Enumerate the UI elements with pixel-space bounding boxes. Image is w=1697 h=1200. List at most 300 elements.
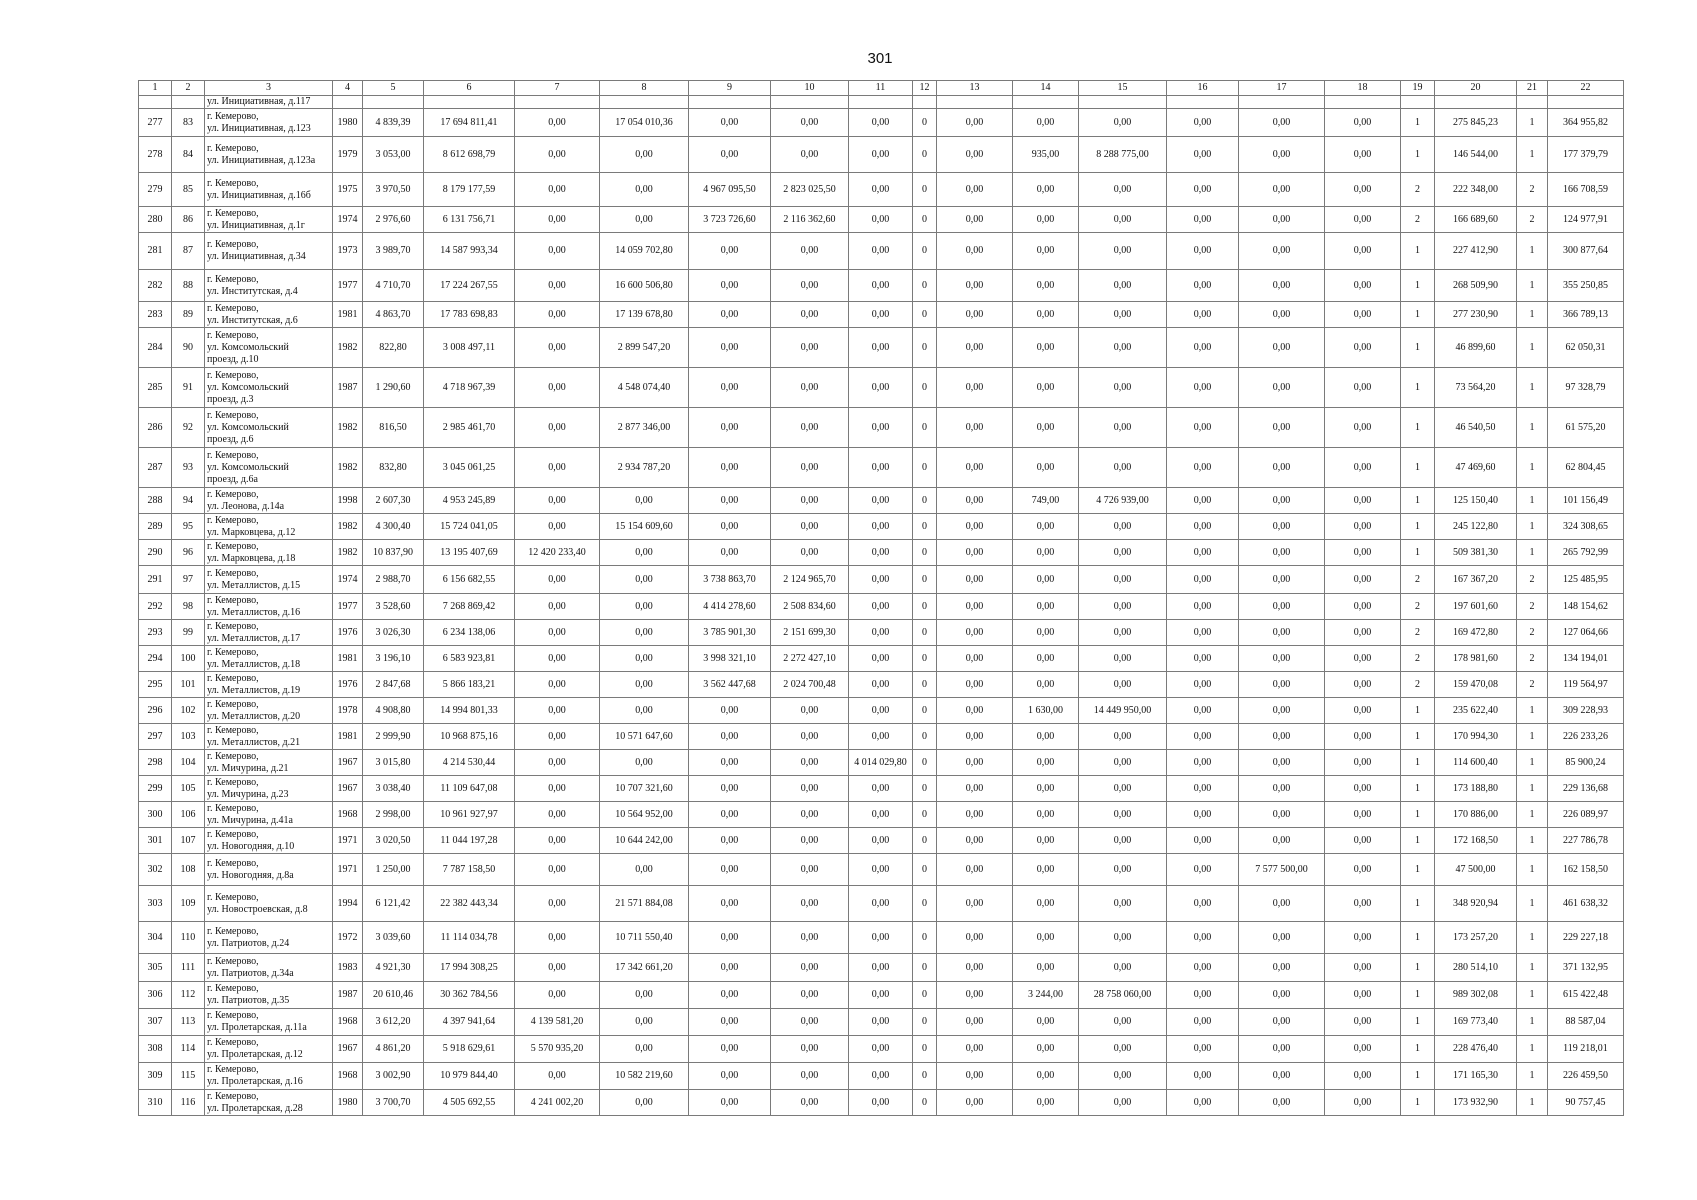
table-cell: 0,00	[1167, 954, 1239, 982]
table-cell: 0,00	[1239, 922, 1325, 954]
address-cell: г. Кемерово, ул. Леонова, д.14а	[205, 488, 333, 514]
table-cell: 0,00	[1013, 270, 1079, 302]
table-cell: 277	[139, 109, 172, 137]
table-cell: 167 367,20	[1435, 566, 1517, 594]
table-cell: 0,00	[1167, 982, 1239, 1009]
table-cell	[363, 96, 424, 109]
table-cell: 6 131 756,71	[424, 207, 515, 233]
table-cell: 0,00	[771, 982, 849, 1009]
table-row	[139, 1063, 1624, 1090]
table-row	[139, 233, 1624, 270]
table-cell: 816,50	[363, 408, 424, 448]
table-cell: 0,00	[1167, 488, 1239, 514]
table-cell: 0,00	[1079, 724, 1167, 750]
table-cell: 1	[1401, 270, 1435, 302]
table-cell: 10 582 219,60	[600, 1063, 689, 1090]
table-cell: 0,00	[1013, 173, 1079, 207]
table-cell: 0,00	[689, 270, 771, 302]
table-cell: 83	[172, 109, 205, 137]
table-cell: 0,00	[1325, 1063, 1401, 1090]
table-cell: 0,00	[1079, 540, 1167, 566]
address-cell: г. Кемерово, ул. Металлистов, д.21	[205, 724, 333, 750]
table-cell: 0,00	[1013, 1009, 1079, 1036]
table-cell: 0,00	[1325, 233, 1401, 270]
table-cell: 116	[172, 1090, 205, 1116]
table-cell: 0,00	[1239, 776, 1325, 802]
table-cell: 10 979 844,40	[424, 1063, 515, 1090]
table-cell: 0,00	[937, 540, 1013, 566]
column-number-row	[139, 81, 1624, 96]
table-cell: 1974	[333, 207, 363, 233]
table-cell: 0,00	[849, 207, 913, 233]
table-cell: 0,00	[1079, 750, 1167, 776]
table-cell: 0,00	[515, 173, 600, 207]
table-cell: 0,00	[515, 854, 600, 886]
table-cell: 0,00	[771, 109, 849, 137]
table-cell: 0,00	[689, 448, 771, 488]
table-cell: 0,00	[1079, 1063, 1167, 1090]
table-cell: 0,00	[1013, 802, 1079, 828]
table-cell: 0,00	[600, 620, 689, 646]
table-cell: 275 845,23	[1435, 109, 1517, 137]
table-cell: 1	[1401, 1090, 1435, 1116]
table-cell: 1	[1517, 776, 1548, 802]
table-cell: 0	[913, 328, 937, 368]
table-cell: 1981	[333, 724, 363, 750]
table-cell: 0,00	[771, 776, 849, 802]
table-cell: 17 694 811,41	[424, 109, 515, 137]
table-cell: 21 571 884,08	[600, 886, 689, 922]
table-cell	[913, 96, 937, 109]
table-row	[139, 922, 1624, 954]
table-cell: 105	[172, 776, 205, 802]
table-cell: ул. Инициативная, д.117	[205, 96, 333, 109]
table-cell: 0,00	[937, 109, 1013, 137]
table-cell: 1	[1517, 828, 1548, 854]
column-number: 12	[913, 81, 937, 96]
table-cell: 2 116 362,60	[771, 207, 849, 233]
column-number: 6	[424, 81, 515, 96]
table-cell: 22 382 443,34	[424, 886, 515, 922]
table-cell: 0,00	[515, 302, 600, 328]
table-cell: 0,00	[937, 1036, 1013, 1063]
table-cell: 1978	[333, 698, 363, 724]
table-cell: 0,00	[849, 776, 913, 802]
table-cell: 0	[913, 646, 937, 672]
table-cell: 0,00	[849, 594, 913, 620]
table-cell: 4 967 095,50	[689, 173, 771, 207]
table-cell: 309 228,93	[1548, 698, 1624, 724]
table-cell: 0,00	[515, 270, 600, 302]
table-cell: 1982	[333, 514, 363, 540]
table-cell: 2	[1517, 646, 1548, 672]
table-cell: 0,00	[1325, 566, 1401, 594]
table-cell: 5 866 183,21	[424, 672, 515, 698]
column-number: 4	[333, 81, 363, 96]
table-cell: 0,00	[937, 328, 1013, 368]
table-cell: 92	[172, 408, 205, 448]
table-cell: 0,00	[1239, 328, 1325, 368]
table-cell: 0,00	[515, 207, 600, 233]
table-cell: 4 726 939,00	[1079, 488, 1167, 514]
table-cell: 0,00	[1079, 408, 1167, 448]
table-cell: 0,00	[1239, 698, 1325, 724]
table-cell: 0,00	[689, 540, 771, 566]
table-cell: 0,00	[849, 1009, 913, 1036]
table-row	[139, 776, 1624, 802]
table-cell: 0	[913, 802, 937, 828]
table-cell: 324 308,65	[1548, 514, 1624, 540]
table-cell: 0,00	[689, 854, 771, 886]
table-cell: 1977	[333, 594, 363, 620]
table-cell: 114 600,40	[1435, 750, 1517, 776]
column-number: 7	[515, 81, 600, 96]
table-cell: 0,00	[515, 368, 600, 408]
table-cell: 0,00	[771, 854, 849, 886]
table-cell: 0,00	[771, 886, 849, 922]
table-cell: 6 156 682,55	[424, 566, 515, 594]
table-cell: 0,00	[1325, 448, 1401, 488]
table-cell: 0,00	[515, 802, 600, 828]
table-cell: 0,00	[600, 646, 689, 672]
table-cell: 0,00	[1239, 1009, 1325, 1036]
table-cell: 0	[913, 828, 937, 854]
table-cell: 14 994 801,33	[424, 698, 515, 724]
table-row	[139, 620, 1624, 646]
table-cell: 2	[1401, 672, 1435, 698]
table-cell: 0,00	[1013, 408, 1079, 448]
table-cell	[1079, 96, 1167, 109]
table-cell: 306	[139, 982, 172, 1009]
table-cell: 0,00	[1325, 620, 1401, 646]
table-cell: 2 508 834,60	[771, 594, 849, 620]
table-cell: 0,00	[515, 233, 600, 270]
table-cell: 832,80	[363, 448, 424, 488]
table-cell: 0,00	[1079, 776, 1167, 802]
table-cell: 280 514,10	[1435, 954, 1517, 982]
table-cell: 278	[139, 137, 172, 173]
table-cell: 291	[139, 566, 172, 594]
table-row	[139, 514, 1624, 540]
table-cell: 0,00	[937, 566, 1013, 594]
table-cell: 222 348,00	[1435, 173, 1517, 207]
table-cell: 4 861,20	[363, 1036, 424, 1063]
table-cell: 2	[1517, 566, 1548, 594]
table-cell: 0,00	[1013, 302, 1079, 328]
table-cell: 0,00	[1325, 207, 1401, 233]
table-cell: 16 600 506,80	[600, 270, 689, 302]
table-cell: 4 414 278,60	[689, 594, 771, 620]
table-cell: 84	[172, 137, 205, 173]
table-cell: 0,00	[515, 514, 600, 540]
table-cell: 308	[139, 1036, 172, 1063]
table-cell: 0,00	[1167, 448, 1239, 488]
table-cell	[1435, 96, 1517, 109]
table-cell: 1	[1401, 514, 1435, 540]
table-cell: 0,00	[849, 408, 913, 448]
table-cell: 292	[139, 594, 172, 620]
table-cell: 30 362 784,56	[424, 982, 515, 1009]
table-cell: 62 804,45	[1548, 448, 1624, 488]
table-cell: 0,00	[849, 646, 913, 672]
table-cell: 97 328,79	[1548, 368, 1624, 408]
table-cell: 0,00	[849, 302, 913, 328]
table-cell: 0,00	[1325, 137, 1401, 173]
table-cell: 0,00	[1167, 514, 1239, 540]
table-cell: 1	[1401, 109, 1435, 137]
table-cell	[333, 96, 363, 109]
table-cell: 0,00	[1079, 233, 1167, 270]
table-cell: 0,00	[1239, 368, 1325, 408]
table-cell: 0,00	[1013, 368, 1079, 408]
table-cell: 1982	[333, 448, 363, 488]
column-number: 5	[363, 81, 424, 96]
table-cell: 0,00	[1167, 1009, 1239, 1036]
table-cell: 0,00	[771, 408, 849, 448]
column-number: 13	[937, 81, 1013, 96]
table-cell: 177 379,79	[1548, 137, 1624, 173]
table-cell: 615 422,48	[1548, 982, 1624, 1009]
table-cell: 8 612 698,79	[424, 137, 515, 173]
table-cell: 0,00	[600, 982, 689, 1009]
table-cell: 0,00	[515, 109, 600, 137]
table-cell: 148 154,62	[1548, 594, 1624, 620]
table-cell: 0,00	[849, 109, 913, 137]
table-cell: 0,00	[1167, 854, 1239, 886]
table-cell: 289	[139, 514, 172, 540]
table-cell: 173 188,80	[1435, 776, 1517, 802]
table-cell: 0,00	[1079, 1036, 1167, 1063]
table-cell: 281	[139, 233, 172, 270]
address-cell: г. Кемерово, ул. Марковцева, д.12	[205, 514, 333, 540]
table-cell: 0,00	[600, 137, 689, 173]
table-cell: 0,00	[515, 448, 600, 488]
table-cell: 286	[139, 408, 172, 448]
table-cell: 90	[172, 328, 205, 368]
table-cell: 108	[172, 854, 205, 886]
table-cell: 0,00	[937, 802, 1013, 828]
table-cell: 10 968 875,16	[424, 724, 515, 750]
table-cell: 0	[913, 1009, 937, 1036]
table-cell: 0,00	[1013, 233, 1079, 270]
table-cell: 0,00	[849, 828, 913, 854]
table-cell: 96	[172, 540, 205, 566]
table-cell: 0,00	[1325, 109, 1401, 137]
table-row	[139, 750, 1624, 776]
table-cell: 302	[139, 854, 172, 886]
table-cell: 3 700,70	[363, 1090, 424, 1116]
address-cell: г. Кемерово, ул. Инициативная, д.16б	[205, 173, 333, 207]
table-row	[139, 982, 1624, 1009]
table-cell: 0,00	[1167, 270, 1239, 302]
table-cell: 227 786,78	[1548, 828, 1624, 854]
table-cell: 0,00	[1167, 233, 1239, 270]
table-cell: 310	[139, 1090, 172, 1116]
table-cell: 1977	[333, 270, 363, 302]
table-cell: 229 227,18	[1548, 922, 1624, 954]
table-cell: 279	[139, 173, 172, 207]
table-cell: 228 476,40	[1435, 1036, 1517, 1063]
column-number: 3	[205, 81, 333, 96]
table-cell: 0,00	[1325, 982, 1401, 1009]
table-cell: 0,00	[937, 488, 1013, 514]
table-cell: 0,00	[1079, 368, 1167, 408]
table-cell: 0,00	[849, 886, 913, 922]
table-cell: 0,00	[1167, 672, 1239, 698]
table-cell: 0,00	[849, 514, 913, 540]
table-cell: 0,00	[1325, 646, 1401, 672]
table-cell: 0	[913, 448, 937, 488]
table-cell: 0,00	[1325, 488, 1401, 514]
table-cell: 10 711 550,40	[600, 922, 689, 954]
table-cell: 301	[139, 828, 172, 854]
column-number: 16	[1167, 81, 1239, 96]
table-cell: 0,00	[1079, 646, 1167, 672]
table-cell: 12 420 233,40	[515, 540, 600, 566]
table-cell	[1167, 96, 1239, 109]
table-cell: 0,00	[771, 802, 849, 828]
table-cell: 0	[913, 1036, 937, 1063]
table-cell: 245 122,80	[1435, 514, 1517, 540]
table-cell: 0,00	[1079, 328, 1167, 368]
table-cell: 295	[139, 672, 172, 698]
table-cell: 11 109 647,08	[424, 776, 515, 802]
address-cell: г. Кемерово, ул. Металлистов, д.20	[205, 698, 333, 724]
table-cell: 235 622,40	[1435, 698, 1517, 724]
table-cell: 127 064,66	[1548, 620, 1624, 646]
table-cell: 1971	[333, 854, 363, 886]
table-cell: 2 151 699,30	[771, 620, 849, 646]
table-cell: 1 630,00	[1013, 698, 1079, 724]
table-row	[139, 566, 1624, 594]
table-cell: 0,00	[771, 137, 849, 173]
table-cell: 0,00	[1013, 1036, 1079, 1063]
table-cell: 4 548 074,40	[600, 368, 689, 408]
table-cell: 8 288 775,00	[1079, 137, 1167, 173]
table-cell: 0,00	[600, 672, 689, 698]
table-cell: 124 977,91	[1548, 207, 1624, 233]
table-cell: 0,00	[771, 1090, 849, 1116]
table-cell: 98	[172, 594, 205, 620]
table-cell: 0,00	[937, 137, 1013, 173]
table-cell: 14 059 702,80	[600, 233, 689, 270]
table-cell: 1	[1401, 488, 1435, 514]
table-cell: 1	[1517, 540, 1548, 566]
table-cell: 94	[172, 488, 205, 514]
table-cell: 3 045 061,25	[424, 448, 515, 488]
table-cell: 0	[913, 620, 937, 646]
table-cell: 0,00	[1239, 724, 1325, 750]
table-cell: 85 900,24	[1548, 750, 1624, 776]
table-cell: 2	[1401, 646, 1435, 672]
address-cell: г. Кемерово, ул. Металлистов, д.19	[205, 672, 333, 698]
table-cell: 304	[139, 922, 172, 954]
table-cell: 0,00	[937, 954, 1013, 982]
table-cell: 0,00	[771, 540, 849, 566]
column-number: 22	[1548, 81, 1624, 96]
table-cell: 4 241 002,20	[515, 1090, 600, 1116]
table-cell: 1	[1401, 724, 1435, 750]
table-cell: 1	[1517, 802, 1548, 828]
table-cell: 1968	[333, 802, 363, 828]
table-cell: 0,00	[1167, 922, 1239, 954]
table-cell: 0,00	[1167, 109, 1239, 137]
table-cell: 749,00	[1013, 488, 1079, 514]
table-cell: 0,00	[771, 828, 849, 854]
table-cell	[424, 96, 515, 109]
table-cell: 0,00	[1239, 1063, 1325, 1090]
table-cell: 13 195 407,69	[424, 540, 515, 566]
table-cell: 0,00	[515, 328, 600, 368]
table-cell: 17 224 267,55	[424, 270, 515, 302]
table-cell: 0,00	[1325, 408, 1401, 448]
table-cell: 989 302,08	[1435, 982, 1517, 1009]
table-cell: 1 250,00	[363, 854, 424, 886]
table-cell: 0,00	[689, 1090, 771, 1116]
table-cell: 0,00	[1325, 328, 1401, 368]
table-cell: 170 994,30	[1435, 724, 1517, 750]
table-cell: 1	[1517, 488, 1548, 514]
table-cell: 226 233,26	[1548, 724, 1624, 750]
column-number: 10	[771, 81, 849, 96]
table-cell: 0,00	[689, 922, 771, 954]
table-cell: 1	[1401, 982, 1435, 1009]
address-cell: г. Кемерово, ул. Металлистов, д.17	[205, 620, 333, 646]
table-cell: 0,00	[1239, 750, 1325, 776]
table-cell: 0,00	[1167, 750, 1239, 776]
table-cell: 0,00	[1167, 828, 1239, 854]
table-cell: 2 899 547,20	[600, 328, 689, 368]
table-cell: 935,00	[1013, 137, 1079, 173]
table-cell: 280	[139, 207, 172, 233]
table-cell: 0,00	[689, 802, 771, 828]
table-cell: 3 612,20	[363, 1009, 424, 1036]
table-cell: 1972	[333, 922, 363, 954]
table-cell: 0,00	[937, 233, 1013, 270]
table-cell: 0,00	[600, 1009, 689, 1036]
table-cell	[937, 96, 1013, 109]
table-cell: 1	[1517, 137, 1548, 173]
table-cell: 0,00	[771, 488, 849, 514]
table-cell: 0,00	[849, 922, 913, 954]
table-cell	[600, 96, 689, 109]
table-cell: 101 156,49	[1548, 488, 1624, 514]
table-cell: 0,00	[600, 540, 689, 566]
table-cell: 297	[139, 724, 172, 750]
table-cell: 0	[913, 540, 937, 566]
table-cell: 110	[172, 922, 205, 954]
table-cell: 159 470,08	[1435, 672, 1517, 698]
table-cell: 0,00	[1239, 302, 1325, 328]
table-cell: 17 783 698,83	[424, 302, 515, 328]
table-cell	[1517, 96, 1548, 109]
table-cell: 0	[913, 488, 937, 514]
table-cell: 1	[1517, 109, 1548, 137]
table-cell: 0,00	[515, 408, 600, 448]
table-cell: 300	[139, 802, 172, 828]
table-cell	[689, 96, 771, 109]
table-cell: 2	[1401, 566, 1435, 594]
table-cell: 0,00	[849, 802, 913, 828]
table-cell: 0,00	[689, 137, 771, 173]
table-cell: 0,00	[849, 620, 913, 646]
table-cell: 0,00	[1325, 886, 1401, 922]
table-cell: 0,00	[771, 724, 849, 750]
table-cell: 3 015,80	[363, 750, 424, 776]
table-cell: 3 528,60	[363, 594, 424, 620]
table-cell: 0,00	[689, 109, 771, 137]
address-cell: г. Кемерово, ул. Пролетарская, д.28	[205, 1090, 333, 1116]
